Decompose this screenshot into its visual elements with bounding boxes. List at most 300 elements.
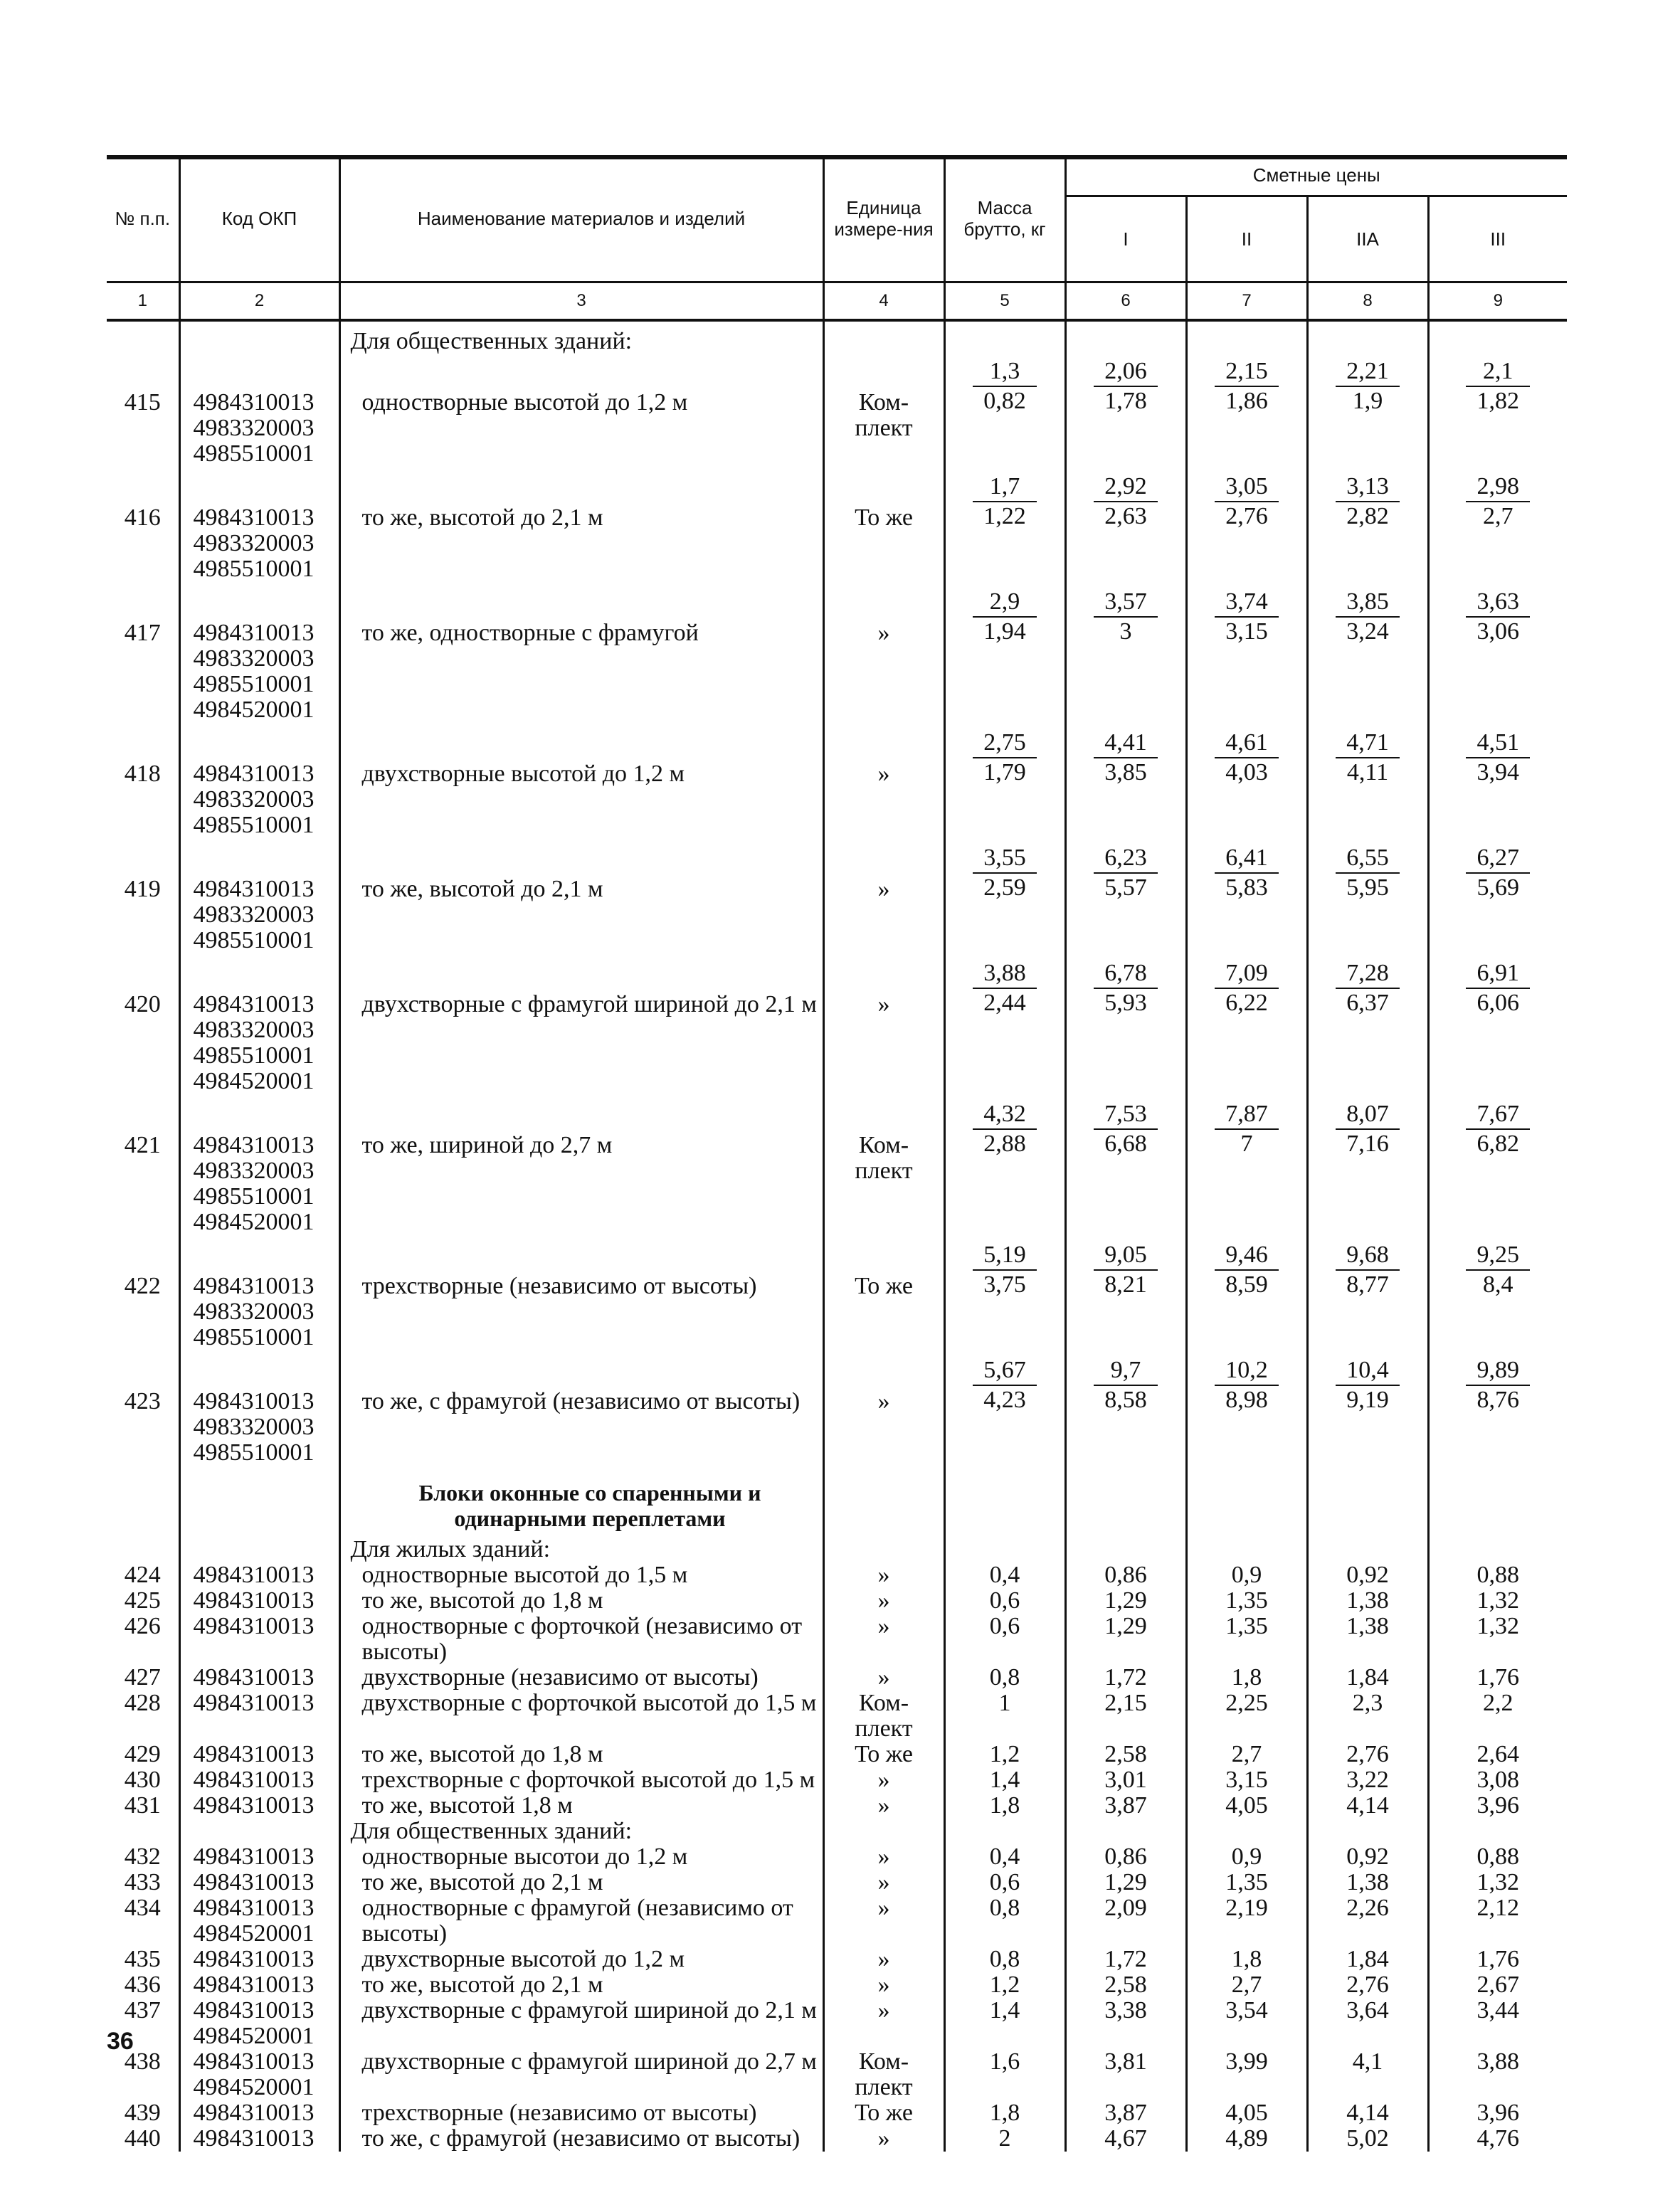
okp-codes [179, 470, 339, 585]
value-cell [1065, 1353, 1186, 1469]
price-fraction [1215, 959, 1279, 1017]
item-name: трехстворные (независимо от высоты) [339, 2100, 823, 2126]
unit-cell [823, 1691, 944, 1742]
okp-codes [179, 1972, 339, 1998]
price-table [107, 155, 1567, 2152]
col-number: 6 [1065, 282, 1186, 321]
okp-code: 4983320003 [193, 1017, 315, 1043]
unit-cell [823, 2049, 944, 2100]
item-name: одностворные с форточкой (независимо от высоты) [339, 1614, 823, 1665]
okp-codes [179, 1614, 339, 1665]
okp-codes [179, 1097, 339, 1238]
empty-cell [1186, 1537, 1307, 1562]
fraction-numerator: 6,27 [1466, 844, 1530, 874]
item-name: двухстворные высотой до 1,2 м [339, 726, 823, 841]
item-name: то же, одностворные с фрамугой [339, 585, 823, 726]
value-cell: 1,35 [1186, 1614, 1307, 1665]
table-row [107, 1353, 1567, 1469]
fraction-denominator: 3,06 [1476, 618, 1519, 645]
table-row [107, 1767, 1567, 1793]
price-fraction [973, 959, 1037, 1017]
price-fraction [1466, 1356, 1530, 1414]
row-number: 436 [124, 1972, 161, 1998]
table-row [107, 1742, 1567, 1767]
price-fraction [1336, 588, 1400, 646]
fraction-denominator: 8,21 [1104, 1271, 1147, 1298]
unit-cell [823, 1742, 944, 1767]
fraction-numerator: 7,87 [1215, 1100, 1279, 1130]
table-row [107, 1691, 1567, 1742]
price-fraction [973, 357, 1037, 416]
value-cell: 3,81 [1065, 2049, 1186, 2100]
table-row [107, 1972, 1567, 1998]
price-fraction [1215, 357, 1279, 416]
unit-text: » [877, 1587, 890, 1614]
table-row [107, 2126, 1567, 2152]
item-name: двухстворные с форточкой высотой до 1,5 м [339, 1691, 823, 1742]
value-cell: 5,02 [1307, 2126, 1428, 2152]
price-fraction [1215, 1100, 1279, 1158]
okp-code: 4985510001 [193, 1042, 315, 1069]
fraction-denominator: 0,82 [983, 388, 1026, 414]
okp-code: 4984310013 [193, 1946, 315, 1972]
fraction-denominator: 9,19 [1346, 1387, 1389, 1413]
value-cell: 1,35 [1186, 1870, 1307, 1895]
header-no: № п.п. [107, 155, 179, 282]
price-fraction [1215, 1356, 1279, 1414]
empty-cell [1307, 1819, 1428, 1844]
row-number: 422 [124, 1273, 161, 1299]
fraction-numerator: 4,32 [973, 1100, 1037, 1130]
unit-cell [823, 1998, 944, 2049]
value-cell [1186, 726, 1307, 841]
value-cell: 0,8 [944, 1895, 1065, 1947]
value-cell [1065, 1238, 1186, 1353]
fraction-denominator: 7,16 [1346, 1131, 1389, 1157]
okp-code: 4984310013 [193, 1132, 315, 1158]
okp-code: 4984310013 [193, 1690, 315, 1716]
unit-text: То же [855, 1273, 913, 1299]
empty-cell [179, 1819, 339, 1844]
okp-code: 4984520001 [193, 697, 315, 723]
item-name: двухстворные высотой до 1,2 м [339, 1947, 823, 1972]
okp-codes [179, 1562, 339, 1588]
okp-code: 4984520001 [193, 2074, 315, 2100]
section-row [107, 320, 1567, 354]
section-row [107, 1819, 1567, 1844]
price-fraction [973, 1100, 1037, 1158]
row-number: 428 [124, 1690, 161, 1716]
value-cell: 1,38 [1307, 1614, 1428, 1665]
value-cell: 2,7 [1186, 1972, 1307, 1998]
okp-codes [179, 2126, 339, 2152]
fraction-numerator: 9,7 [1094, 1356, 1158, 1386]
okp-codes [179, 1353, 339, 1469]
fraction-denominator: 8,76 [1476, 1387, 1519, 1413]
value-cell: 1,38 [1307, 1870, 1428, 1895]
price-fraction [1336, 1241, 1400, 1299]
value-cell [1186, 1353, 1307, 1469]
value-cell: 1,84 [1307, 1665, 1428, 1691]
price-fraction [1094, 472, 1158, 531]
value-cell [944, 956, 1065, 1097]
value-cell [1307, 1353, 1428, 1469]
value-cell: 1,4 [944, 1767, 1065, 1793]
unit-cell [823, 1588, 944, 1614]
okp-code: 4985510001 [193, 927, 315, 953]
section-row [107, 1537, 1567, 1562]
row-number: 438 [124, 2048, 161, 2075]
value-cell: 3,22 [1307, 1767, 1428, 1793]
value-cell: 1,29 [1065, 1870, 1186, 1895]
fraction-numerator: 4,71 [1336, 729, 1400, 758]
empty-cell [1307, 1537, 1428, 1562]
unit-text: » [877, 991, 890, 1017]
fraction-denominator: 3,15 [1225, 618, 1268, 645]
okp-code: 4985510001 [193, 440, 315, 467]
okp-code: 4983320003 [193, 1414, 315, 1440]
value-cell: 0,6 [944, 1614, 1065, 1665]
okp-code: 4984310013 [193, 1273, 315, 1299]
unit-cell [823, 2100, 944, 2126]
unit-cell [823, 1238, 944, 1353]
value-cell [1186, 585, 1307, 726]
item-name: то же, высотой до 1,8 м [339, 1588, 823, 1614]
value-cell: 0,4 [944, 1562, 1065, 1588]
fraction-numerator: 6,41 [1215, 844, 1279, 874]
unit-text: » [877, 2125, 890, 2152]
unit-cell [823, 1947, 944, 1972]
row-number: 423 [124, 1388, 161, 1414]
okp-codes [179, 1588, 339, 1614]
value-cell: 2,7 [1186, 1742, 1307, 1767]
price-fraction [1094, 588, 1158, 646]
price-fraction [1466, 588, 1530, 646]
fraction-denominator: 8,4 [1483, 1271, 1513, 1298]
value-cell: 4,05 [1186, 2100, 1307, 2126]
row-number: 424 [124, 1562, 161, 1588]
okp-code: 4984310013 [193, 1792, 315, 1819]
row-number: 431 [124, 1792, 161, 1819]
unit-text: » [877, 1792, 890, 1819]
value-cell: 2,76 [1307, 1742, 1428, 1767]
okp-code: 4983320003 [193, 786, 315, 813]
okp-codes [179, 1793, 339, 1819]
fraction-numerator: 6,55 [1336, 844, 1400, 874]
fraction-numerator: 8,07 [1336, 1100, 1400, 1130]
table-row [107, 2049, 1567, 2100]
empty-cell [179, 1469, 339, 1537]
value-cell: 0,8 [944, 1665, 1065, 1691]
unit-text: » [877, 1843, 890, 1870]
fraction-denominator: 6,68 [1104, 1131, 1147, 1157]
header-price-3: III [1428, 196, 1567, 282]
row-number: 440 [124, 2125, 161, 2152]
price-fraction [1336, 844, 1400, 902]
item-name: двухстворные с фрамугой шириной до 2,7 м [339, 2049, 823, 2100]
price-fraction [1094, 729, 1158, 787]
value-cell: 4,14 [1307, 1793, 1428, 1819]
fraction-numerator: 9,89 [1466, 1356, 1530, 1386]
row-number: 425 [124, 1587, 161, 1614]
okp-code: 4984310013 [193, 2100, 315, 2126]
okp-code: 4984310013 [193, 1613, 315, 1639]
empty-cell [823, 1819, 944, 1844]
empty-cell [823, 1469, 944, 1537]
price-fraction [1094, 959, 1158, 1017]
fraction-numerator: 3,85 [1336, 588, 1400, 618]
header-price-1: I [1065, 196, 1186, 282]
value-cell [1307, 726, 1428, 841]
fraction-denominator: 1,94 [983, 618, 1026, 645]
empty-cell [1065, 1819, 1186, 1844]
section-label: Для жилых зданий: [339, 1537, 823, 1562]
okp-codes [179, 1998, 339, 2049]
value-cell [1065, 470, 1186, 585]
fraction-numerator: 2,75 [973, 729, 1037, 758]
table-header [107, 155, 1567, 320]
item-name: то же, шириной до 2,7 м [339, 1097, 823, 1238]
fraction-denominator: 2,82 [1346, 503, 1389, 529]
fraction-denominator: 2,7 [1483, 503, 1513, 529]
unit-text: » [877, 1895, 890, 1921]
table-row [107, 354, 1567, 470]
fraction-numerator: 2,98 [1466, 472, 1530, 502]
section-label: Для общественных зданий: [339, 1819, 823, 1844]
price-fraction [1466, 1241, 1530, 1299]
unit-text: » [877, 1972, 890, 1998]
unit-text: » [877, 1997, 890, 2023]
value-cell [1186, 841, 1307, 956]
table-row [107, 1793, 1567, 1819]
empty-cell [1065, 1537, 1186, 1562]
value-cell: 1,4 [944, 1998, 1065, 2049]
okp-code: 4983320003 [193, 415, 315, 441]
item-name: двухстворные (независимо от высоты) [339, 1665, 823, 1691]
unit-cell [823, 470, 944, 585]
value-cell: 1,2 [944, 1972, 1065, 1998]
value-cell [944, 726, 1065, 841]
value-cell [1186, 470, 1307, 585]
value-cell: 1,76 [1428, 1665, 1567, 1691]
row-number: 433 [124, 1869, 161, 1895]
value-cell: 2,09 [1065, 1895, 1186, 1947]
unit-text: Ком- [858, 2048, 909, 2075]
okp-code: 4984310013 [193, 1587, 315, 1614]
okp-code: 4983320003 [193, 1158, 315, 1184]
row-number: 432 [124, 1843, 161, 1870]
unit-text: » [877, 876, 890, 902]
item-name: одностворные высотои до 1,2 м [339, 1844, 823, 1870]
item-name: то же, с фрамугой (независимо от высоты) [339, 1353, 823, 1469]
value-cell: 4,76 [1428, 2126, 1567, 2152]
value-cell: 2,64 [1428, 1742, 1567, 1767]
item-name: одностворные высотой до 1,5 м [339, 1562, 823, 1588]
value-cell: 3,38 [1065, 1998, 1186, 2049]
col-number: 1 [107, 282, 179, 321]
fraction-denominator: 1,9 [1352, 388, 1383, 414]
okp-codes [179, 1665, 339, 1691]
value-cell: 3,96 [1428, 1793, 1567, 1819]
okp-code: 4984310013 [193, 1664, 315, 1691]
header-code: Код ОКП [179, 155, 339, 282]
value-cell: 2,58 [1065, 1742, 1186, 1767]
unit-cell [823, 841, 944, 956]
value-cell: 1,38 [1307, 1588, 1428, 1614]
value-cell: 0,92 [1307, 1562, 1428, 1588]
value-cell [1186, 1238, 1307, 1353]
value-cell: 0,8 [944, 1947, 1065, 1972]
value-cell: 1,29 [1065, 1614, 1186, 1665]
empty-cell [823, 1537, 944, 1562]
fraction-numerator: 7,53 [1094, 1100, 1158, 1130]
fraction-denominator: 3,85 [1104, 759, 1147, 785]
value-cell: 1,29 [1065, 1588, 1186, 1614]
price-fraction [1094, 1356, 1158, 1414]
table-row [107, 1614, 1567, 1665]
table-row [107, 1238, 1567, 1353]
fraction-denominator: 2,59 [983, 874, 1026, 901]
fraction-denominator: 4,11 [1346, 759, 1389, 785]
fraction-numerator: 7,28 [1336, 959, 1400, 989]
fraction-denominator: 5,69 [1476, 874, 1519, 901]
unit-text: » [877, 1767, 890, 1793]
value-cell: 3,08 [1428, 1767, 1567, 1793]
fraction-denominator: 1,82 [1476, 388, 1519, 414]
okp-code: 4984520001 [193, 2023, 315, 2049]
col-number: 9 [1428, 282, 1567, 321]
value-cell: 0,4 [944, 1844, 1065, 1870]
okp-codes [179, 2100, 339, 2126]
value-cell: 2 [944, 2126, 1065, 2152]
value-cell [1428, 585, 1567, 726]
row-number: 416 [124, 504, 161, 531]
okp-code: 4984310013 [193, 1895, 315, 1921]
value-cell [944, 354, 1065, 470]
item-name: одностворные высотой до 1,2 м [339, 354, 823, 470]
fraction-denominator: 8,58 [1104, 1387, 1147, 1413]
price-fraction [1466, 729, 1530, 787]
empty-cell [944, 1819, 1065, 1844]
table-row [107, 1097, 1567, 1238]
table-row [107, 585, 1567, 726]
fraction-numerator: 10,4 [1336, 1356, 1400, 1386]
value-cell: 1,72 [1065, 1947, 1186, 1972]
value-cell [1065, 726, 1186, 841]
page-number: 36 [107, 2028, 134, 2055]
price-table-sheet [107, 155, 1567, 2152]
okp-code: 4983320003 [193, 645, 315, 672]
unit-cell [823, 2126, 944, 2152]
item-name: трехстворные с форточкой высотой до 1,5 м [339, 1767, 823, 1793]
fraction-numerator: 2,15 [1215, 357, 1279, 387]
value-cell: 0,86 [1065, 1562, 1186, 1588]
fraction-denominator: 1,86 [1225, 388, 1268, 414]
fraction-denominator: 1,22 [983, 503, 1026, 529]
fraction-denominator: 5,95 [1346, 874, 1389, 901]
value-cell: 0,88 [1428, 1562, 1567, 1588]
block-heading-cell [339, 1469, 823, 1537]
value-cell: 2,25 [1186, 1691, 1307, 1742]
value-cell [1428, 1097, 1567, 1238]
okp-code: 4984310013 [193, 1388, 315, 1414]
fraction-numerator: 3,13 [1336, 472, 1400, 502]
value-cell [1428, 841, 1567, 956]
value-cell: 0,86 [1065, 1844, 1186, 1870]
value-cell: 2,19 [1186, 1895, 1307, 1947]
fraction-numerator: 4,51 [1466, 729, 1530, 758]
price-fraction [1336, 357, 1400, 416]
unit-cell [823, 956, 944, 1097]
value-cell [944, 1353, 1065, 1469]
value-cell [1307, 354, 1428, 470]
fraction-denominator: 3,24 [1346, 618, 1389, 645]
value-cell: 0,6 [944, 1870, 1065, 1895]
col-number: 4 [823, 282, 944, 321]
col-number: 2 [179, 282, 339, 321]
table-row [107, 1562, 1567, 1588]
value-cell: 3,54 [1186, 1998, 1307, 2049]
okp-code: 4984520001 [193, 1920, 315, 1947]
value-cell: 1,8 [944, 1793, 1065, 1819]
fraction-denominator: 2,76 [1225, 503, 1268, 529]
price-fraction [1466, 357, 1530, 416]
empty-cell [1428, 1469, 1567, 1537]
unit-cell [823, 585, 944, 726]
price-fraction [973, 1356, 1037, 1414]
unit-text: плект [855, 1715, 913, 1742]
unit-text: » [877, 620, 890, 646]
table-row [107, 841, 1567, 956]
block-heading: Блоки оконные со спаренными и одинарными переплетами [418, 1480, 761, 1531]
price-fraction [1094, 357, 1158, 416]
fraction-denominator: 3,94 [1476, 759, 1519, 785]
fraction-denominator: 6,82 [1476, 1131, 1519, 1157]
unit-cell [823, 1793, 944, 1819]
unit-text: » [877, 1388, 890, 1414]
price-fraction [973, 844, 1037, 902]
okp-codes [179, 1870, 339, 1895]
okp-code: 4984310013 [193, 1972, 315, 1998]
unit-cell [823, 1665, 944, 1691]
fraction-numerator: 3,63 [1466, 588, 1530, 618]
col-number: 7 [1186, 282, 1307, 321]
price-fraction [1336, 472, 1400, 531]
okp-codes [179, 1691, 339, 1742]
row-number: 437 [124, 1997, 161, 2023]
row-number: 420 [124, 991, 161, 1017]
item-name: двухстворные с фрамугой шириной до 2,1 м [339, 956, 823, 1097]
item-name: то же, высотой до 2,1 м [339, 470, 823, 585]
price-fraction [1215, 472, 1279, 531]
unit-text: » [877, 1562, 890, 1588]
fraction-numerator: 3,57 [1094, 588, 1158, 618]
fraction-denominator: 2,88 [983, 1131, 1026, 1157]
value-cell [944, 841, 1065, 956]
price-fraction [1094, 844, 1158, 902]
value-cell [1428, 1238, 1567, 1353]
unit-cell [823, 1895, 944, 1947]
okp-codes [179, 1742, 339, 1767]
okp-codes [179, 956, 339, 1097]
unit-text: То же [855, 504, 913, 531]
fraction-numerator: 5,19 [973, 1241, 1037, 1271]
fraction-denominator: 4,23 [983, 1387, 1026, 1413]
fraction-numerator: 3,74 [1215, 588, 1279, 618]
fraction-numerator: 1,3 [973, 357, 1037, 387]
value-cell: 2,76 [1307, 1972, 1428, 1998]
unit-text: » [877, 1664, 890, 1691]
